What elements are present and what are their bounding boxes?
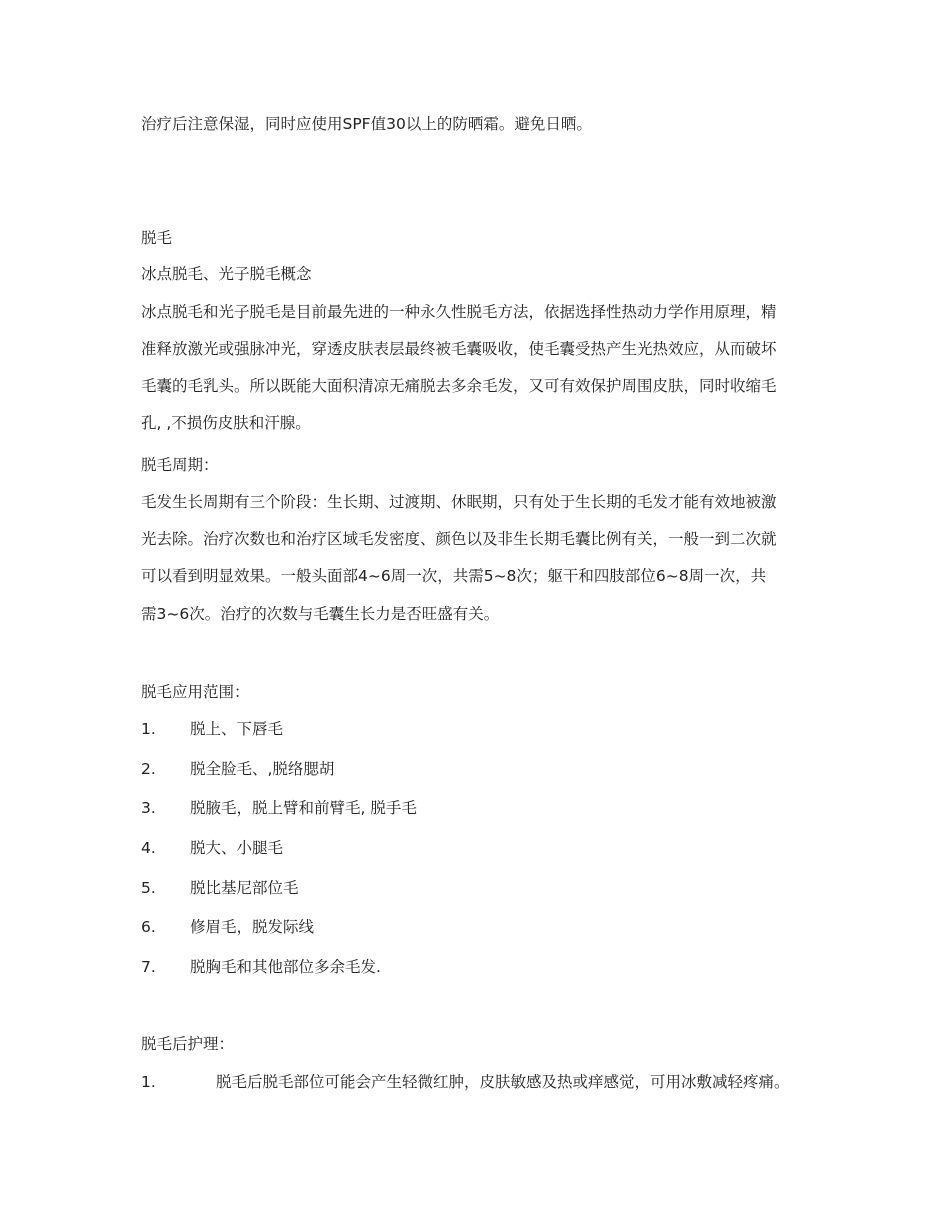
scope-heading: 脱毛应用范围： <box>141 683 250 701</box>
cycle-heading: 脱毛周期： <box>141 456 219 474</box>
list-item: 脱上、下唇毛 <box>190 720 284 738</box>
paragraph-line: 毛囊的毛乳头。所以既能大面积清凉无痛脱去多余毛发，又可有效保护周围皮肤，同时收缩毛 <box>141 377 777 395</box>
list-item: 修眉毛，脱发际线 <box>190 918 315 936</box>
paragraph-line: 准释放激光或强脉冲光，穿透皮肤表层最终被毛囊吸收，使毛囊受热产生光热效应，从而破坏 <box>141 340 777 358</box>
list-item: 脱比基尼部位毛 <box>190 879 299 897</box>
list-item-number: 5. <box>141 879 156 897</box>
list-item-number: 1. <box>141 1073 156 1091</box>
list-item: 脱大、小腿毛 <box>190 839 284 857</box>
list-item-number: 7. <box>141 958 156 976</box>
list-item: 脱全脸毛、,脱络腮胡 <box>190 760 335 778</box>
paragraph-line: 毛发生长周期有三个阶段：生长期、过渡期、休眠期，只有处于生长期的毛发才能有效地被激 <box>141 493 777 511</box>
paragraph-line: 光去除。治疗次数也和治疗区域毛发密度、颜色以及非生长期毛囊比例有关，一般一到二次就 <box>141 530 777 548</box>
intro-line: 治疗后注意保湿，同时应使用SPF值30以上的防晒霜。避免日晒。 <box>141 115 592 133</box>
paragraph-line: 冰点脱毛和光子脱毛是目前最先进的一种永久性脱毛方法，依据选择性热动力学作用原理，精 <box>141 303 777 321</box>
list-item-number: 3. <box>141 799 156 817</box>
list-item: 脱胸毛和其他部位多余毛发. <box>190 958 381 976</box>
list-item: 脱腋毛，脱上臂和前臂毛, 脱手毛 <box>190 799 417 817</box>
paragraph-line: 孔, ,不损伤皮肤和汗腺。 <box>141 414 311 432</box>
paragraph-line: 可以看到明显效果。一般头面部4~6周一次，共需5~8次；躯干和四肢部位6~8周一次，共 <box>141 567 767 585</box>
list-item-number: 6. <box>141 918 156 936</box>
list-item: 脱毛后脱毛部位可能会产生轻微红肿，皮肤敏感及热或痒感觉，可用冰敷减轻疼痛。 <box>216 1073 790 1091</box>
list-item-number: 4. <box>141 839 156 857</box>
section-title: 脱毛 <box>141 229 173 247</box>
concept-heading: 冰点脱毛、光子脱毛概念 <box>141 265 312 283</box>
care-heading: 脱毛后护理： <box>141 1035 235 1053</box>
paragraph-line: 需3~6次。治疗的次数与毛囊生长力是否旺盛有关。 <box>141 605 500 623</box>
list-item-number: 2. <box>141 760 156 778</box>
list-item-number: 1. <box>141 720 156 738</box>
